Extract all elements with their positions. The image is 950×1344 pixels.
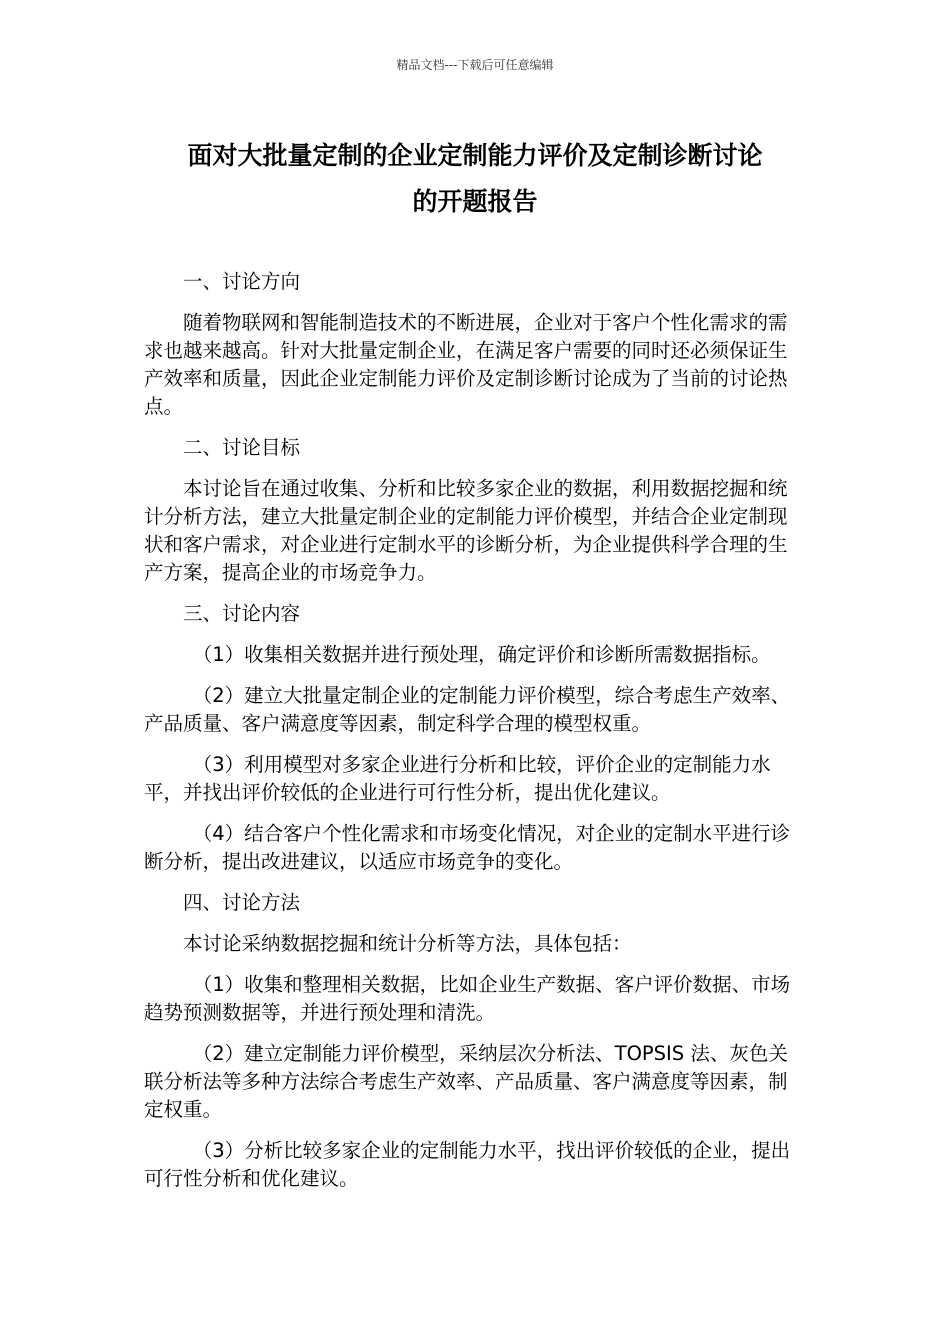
document-body — [144, 268, 806, 1206]
content-item-4: （4）结合客户个性化需求和市场变化情况，对企业的定制水平进行诊断分析，提出改进建议，以适应市场竞争的变化。 — [144, 822, 791, 873]
section-heading-content: 三、讨论内容 — [183, 602, 301, 625]
paragraph-direction: 随着物联网和智能制造技术的不断进展，企业对于客户个性化需求的需求也越来越高。针对大批量定制企业，在满足客户需要的同时还必须保证生产效率和质量，因此企业定制能力评价及定制诊断讨论成为了当前的讨论热点。 — [144, 311, 788, 418]
document-title — [120, 133, 830, 225]
document-title-line-2: 的开题报告 — [412, 187, 538, 216]
document-title-line-1: 面对大批量定制的企业定制能力评价及定制诊断讨论 — [187, 141, 763, 170]
method-item-1: （1）收集和整理相关数据，比如企业生产数据、客户评价数据、市场趋势预测数据等，并进行预处理和清洗。 — [144, 973, 791, 1024]
content-item-3: （3）利用模型对多家企业进行分析和比较，评价企业的定制能力水平，并找出评价较低的企业进行可行性分析，提出优化建议。 — [144, 753, 771, 804]
section-heading-goal: 二、讨论目标 — [183, 436, 301, 459]
content-item-2: （2）建立大批量定制企业的定制能力评价模型，综合考虑生产效率、产品质量、客户满意度等因素，制定科学合理的模型权重。 — [144, 684, 791, 735]
paragraph-goal: 本讨论旨在通过收集、分析和比较多家企业的数据，利用数据挖掘和统计分析方法，建立大批量定制企业的定制能力评价模型，并结合企业定制现状和客户需求，对企业进行定制水平的诊断分析，为企业提供科学合理的生产方案，提高企业的市场竞争力。 — [144, 477, 788, 584]
page-header-watermark: 精品文档---下载后可任意编辑 — [396, 58, 554, 72]
method-item-3: （3）分析比较多家企业的定制能力水平，找出评价较低的企业，提出可行性分析和优化建议。 — [144, 1139, 791, 1190]
method-item-2: （2）建立定制能力评价模型，采纳层次分析法、TOPSIS 法、灰色关联分析法等多种方法综合考虑生产效率、产品质量、客户满意度等因素，制定权重。 — [144, 1042, 788, 1121]
paragraph-method-intro: 本讨论采纳数据挖掘和统计分析等方法，具体包括： — [183, 932, 632, 955]
section-heading-method: 四、讨论方法 — [183, 891, 301, 914]
section-heading-direction: 一、讨论方向 — [183, 270, 301, 293]
content-item-1: （1）收集相关数据并进行预处理，确定评价和诊断所需数据指标。 — [192, 643, 771, 666]
